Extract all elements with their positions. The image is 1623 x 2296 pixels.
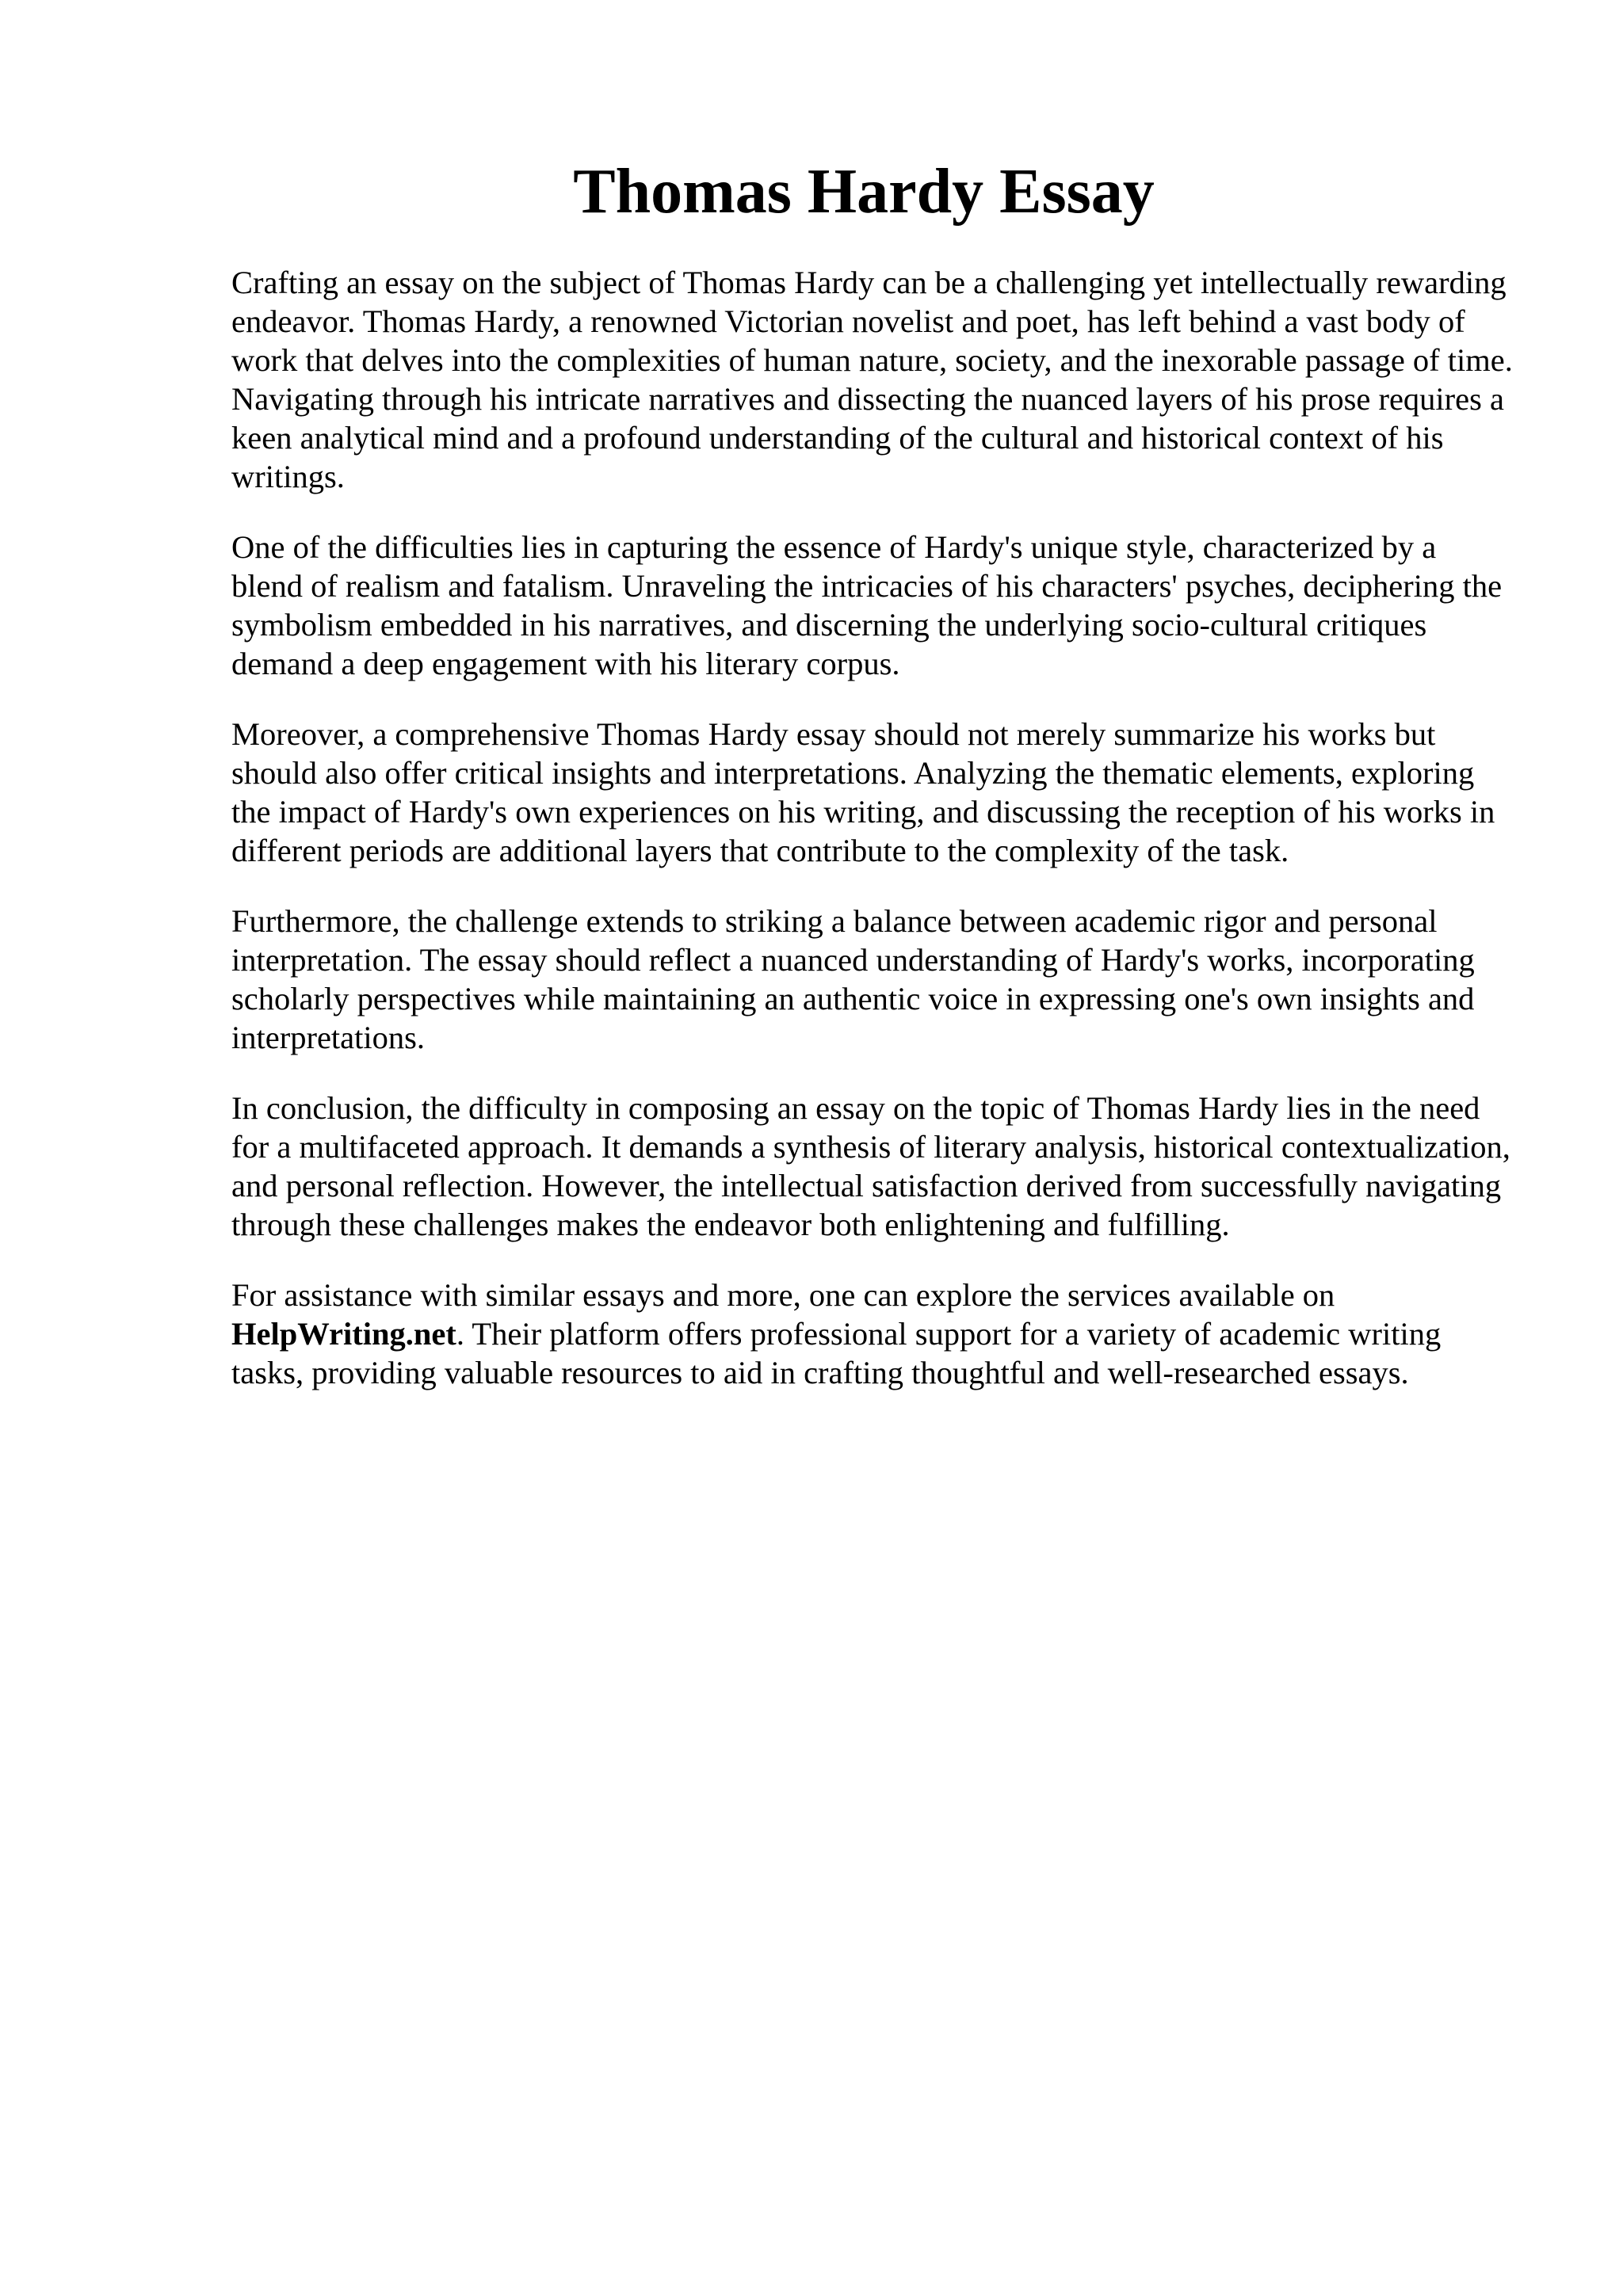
- document-title: Thomas Hardy Essay: [573, 157, 1155, 227]
- paragraph-1: Crafting an essay on the subject of Thomas Hardy can be a challenging yet intellectually rewarding endeavor. Thomas Hardy, a renowned Victorian novelist and poet, has left behind a vast body of work that delves into the complexities of human nature, society, and the inexorable passage of time. Navigating through his intricate narratives and dissecting the nuanced layers of his prose requires a keen analytical mind and a profound understanding of the cultural and historical context of his writings.: [231, 265, 1513, 494]
- paragraph-6-rest: . Their platform offers professional support for a variety of academic writing tasks, providing valuable resources to aid in crafting thoughtful and well-researched essays.: [231, 1316, 1442, 1390]
- paragraph-3: Moreover, a comprehensive Thomas Hardy essay should not merely summarize his works but should also offer critical insights and interpretations. Analyzing the thematic elements, exploring the impact of Hardy's own experiences on his writing, and discussing the reception of his works in different periods are additional layers that contribute to the complexity of the task.: [231, 716, 1495, 868]
- document-body: [231, 263, 1515, 1424]
- helpwriting-link[interactable]: HelpWriting.net: [231, 1316, 456, 1352]
- paragraph-2: One of the difficulties lies in capturing the essence of Hardy's unique style, characterized by a blend of realism and fatalism. Unraveling the intricacies of his characters' psyches, deciphering the symbolism embedded in his narratives, and discerning the underlying socio-cultural critiques demand a deep engagement with his literary corpus.: [231, 529, 1503, 681]
- paragraph-4: Furthermore, the challenge extends to striking a balance between academic rigor and personal interpretation. The essay should reflect a nuanced understanding of Hardy's works, incorporating scholarly perspectives while maintaining an authentic voice in expressing one's own insights and interpretations.: [231, 903, 1475, 1055]
- paragraph-5: In conclusion, the difficulty in composing an essay on the topic of Thomas Hardy lies in the need for a multifaceted approach. It demands a synthesis of literary analysis, historical contextualization, and personal reflection. However, the intellectual satisfaction derived from successfully navigating through these challenges makes the endeavor both enlightening and fulfilling.: [231, 1090, 1510, 1242]
- paragraph-6-intro: For assistance with similar essays and more, one can explore the services available on: [231, 1277, 1335, 1313]
- paragraph-6: [231, 1276, 1515, 1392]
